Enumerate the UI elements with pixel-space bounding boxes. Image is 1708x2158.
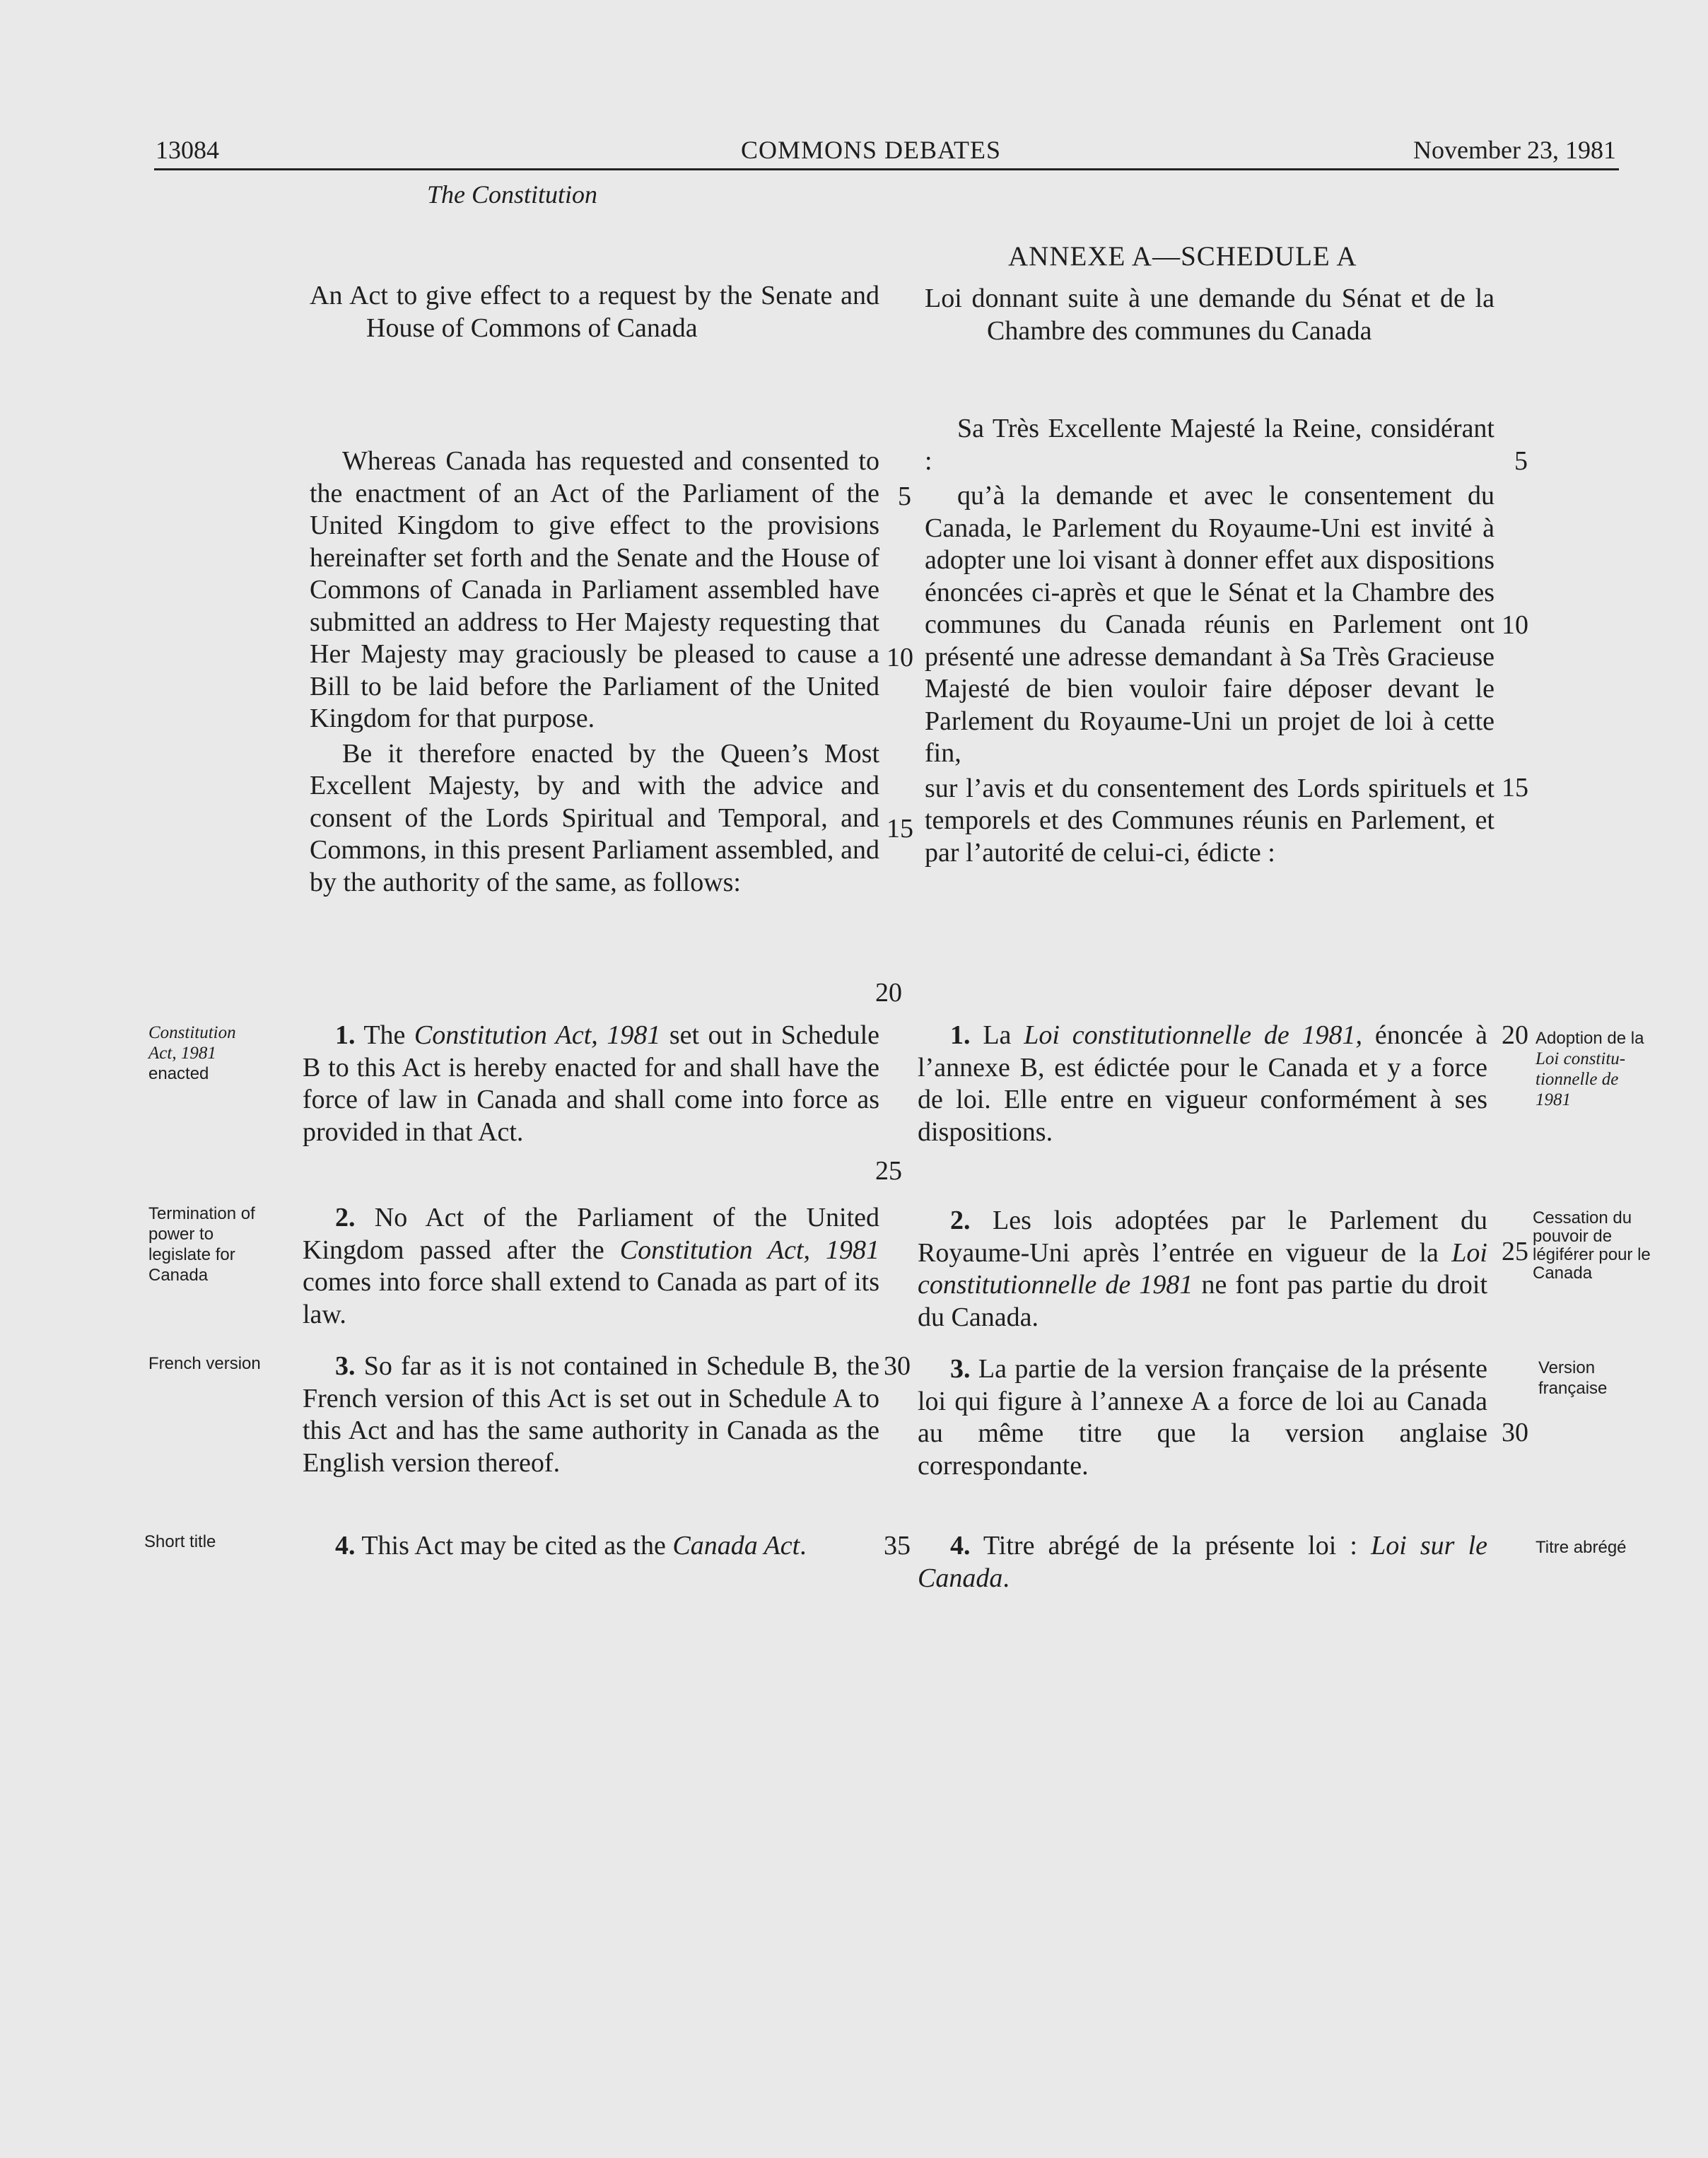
english-section-1: 1. The Constitution Act, 1981 set out in Schedule B to this Act is hereby enacted for and shall have the force of law in Canada and shall come into force as provided in that Act. [303, 1020, 879, 1147]
header-rule [154, 168, 1619, 170]
line-number: 15 [887, 814, 913, 844]
line-number: 30 [1502, 1418, 1528, 1447]
line-number: 5 [898, 482, 911, 511]
english-body [310, 445, 879, 899]
marginal-note-en-1: Constitution Act, 1981 enacted [148, 1023, 236, 1083]
section-number: 3. [335, 1351, 356, 1381]
line-number: 5 [1514, 446, 1528, 476]
publication-title: COMMONS DEBATES [741, 136, 1002, 164]
french-section-2: 2. Les lois adoptées par le Parlement du Royaume-Uni après l’entrée en vigueur de la Loi constitutionnelle de 1981 ne font pas partie du droit du Canada. [918, 1206, 1487, 1332]
marginal-note-en-3: French version [148, 1354, 261, 1373]
line-number: 35 [884, 1531, 911, 1561]
french-section-3: 3. La partie de la version française de la présente loi qui figure à l’annexe A a force de loi au Canada au même titre que la version anglaise correspondante. [918, 1354, 1487, 1481]
french-section-4: 4. Titre abrégé de la présente loi : Loi sur le Canada. [918, 1531, 1488, 1593]
marginal-note-en-2: Termination of power to legislate for Canada [148, 1204, 255, 1285]
english-column [310, 280, 879, 344]
schedule-heading: ANNEXE A—SCHEDULE A [1008, 241, 1357, 272]
english-section-4: 4. This Act may be cited as the Canada Act. [335, 1531, 807, 1561]
marginal-note-fr-4: Titre abrégé [1536, 1538, 1627, 1557]
section-number: 4. [950, 1531, 971, 1561]
line-number: 15 [1502, 773, 1528, 803]
english-enacting-clause: Be it therefore enacted by the Queen’s Most Excellent Majesty, by and with the advice and consent of the Lords Spiritual and Temporal, and Commons, in this present Parliament assembled, and by the authority of the same, as follows: [310, 738, 879, 897]
english-act-title: An Act to give effect to a request by the Senate and House of Commons of Canada [310, 281, 879, 343]
english-preamble: Whereas Canada has requested and consented to the enactment of an Act of the Parliament of the United Kingdom to give effect to the provisions hereinafter set forth and the Senate and the House of Commons of Canada in Parliament assembled have submitted an address to Her Majesty requesting that Her Majesty may graciously be pleased to cause a Bill to be laid before the Parliament of the United Kingdom for that purpose. [310, 446, 879, 733]
french-act-title: Loi donnant suite à une demande du Sénat et de la Chambre des communes du Canada [925, 284, 1494, 346]
section-title: The Constitution [427, 180, 598, 209]
act-name: Loi sur le Canada [918, 1531, 1488, 1593]
french-body [925, 413, 1494, 869]
section-number: 3. [950, 1354, 971, 1384]
marginal-note-fr-2: Cessation du pouvoir de légiférer pour le Canada [1533, 1208, 1651, 1283]
line-number: 25 [1502, 1237, 1528, 1266]
section-number: 2. [335, 1203, 356, 1232]
act-name: Loi constitutionnelle de 1981, [1024, 1020, 1363, 1050]
french-column [925, 283, 1494, 347]
french-preamble-intro: Sa Très Excellente Majesté la Reine, considérant : [925, 414, 1494, 476]
act-name: Constitution Act, 1981 [414, 1020, 661, 1050]
section-number: 1. [335, 1020, 356, 1050]
line-number: 30 [884, 1351, 911, 1381]
french-enacting-clause: sur l’avis et du consentement des Lords spirituels et temporels et des Communes réunis en Parlement, et par l’autorité de celui-ci, édicte : [925, 773, 1494, 868]
page-number: 13084 [156, 136, 219, 164]
section-number: 1. [950, 1020, 971, 1050]
line-number: 20 [875, 978, 902, 1008]
section-number: 2. [950, 1206, 971, 1235]
french-section-1: 1. La Loi constitutionnelle de 1981, énoncée à l’annexe B, est édictée pour le Canada et y a force de loi. Elle entre en vigueur conformément à ses dispositions. [918, 1020, 1487, 1147]
line-number: 10 [887, 643, 913, 672]
publication-date: November 23, 1981 [1413, 136, 1616, 164]
act-name: Loi constitutionnelle de 1981 [918, 1237, 1487, 1300]
english-section-2: 2. No Act of the Parliament of the United Kingdom passed after the Constitution Act, 1981 comes into force shall extend to Canada as part of its law. [303, 1203, 880, 1329]
marginal-note-fr-3: Version française [1538, 1358, 1608, 1398]
section-number: 4. [335, 1531, 356, 1561]
act-name: Constitution Act, 1981 [619, 1235, 880, 1265]
act-name: Canada Act [672, 1531, 800, 1561]
french-preamble: qu’à la demande et avec le consentement du Canada, le Parlement du Royaume-Uni est invité à adopter une loi visant à donner effet aux dispositions énoncées ci-après et que le Sénat et la Chambre des communes du Canada réunis en Parlement ont présenté une adresse demandant à Sa Très Gracieuse Majesté de bien vouloir faire déposer devant le Parlement du Royaume-Uni un projet de loi à cette fin, [925, 481, 1494, 768]
line-number: 25 [875, 1156, 902, 1186]
line-number: 10 [1502, 610, 1528, 640]
english-section-3: 3. So far as it is not contained in Schedule B, the French version of this Act is set out in Schedule A to this Act and has the same authority in Canada as the English version thereof. [303, 1351, 879, 1478]
line-number: 20 [1502, 1020, 1528, 1050]
marginal-note-fr-1: Adoption de la Loi constitu- tionnelle de 1981 [1536, 1029, 1644, 1109]
marginal-note-en-4: Short title [144, 1532, 216, 1551]
